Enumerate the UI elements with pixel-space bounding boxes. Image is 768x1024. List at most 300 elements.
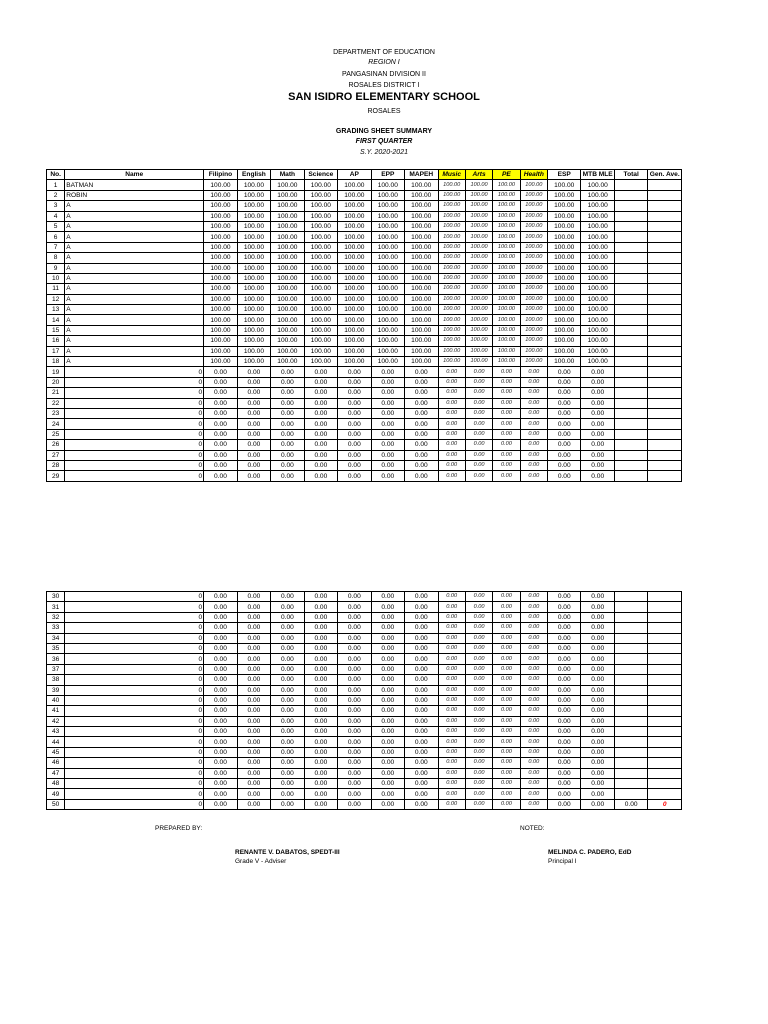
grade-cell: 0.00 xyxy=(304,440,337,450)
grade-cell: 100.00 xyxy=(581,357,614,367)
grade-cell: 0.00 xyxy=(581,398,614,408)
grade-cell: 100.00 xyxy=(438,325,465,335)
grade-cell: 0.00 xyxy=(438,643,465,653)
grade-cell: 100.00 xyxy=(271,346,304,356)
grade-cell: 0.00 xyxy=(405,602,438,612)
gen-ave-cell xyxy=(648,592,682,602)
grade-cell: 100.00 xyxy=(304,284,337,294)
table-row xyxy=(47,471,682,481)
grade-cell: 0.00 xyxy=(304,388,337,398)
row-number: 24 xyxy=(47,419,65,429)
grade-cell: 0.00 xyxy=(465,727,492,737)
grade-cell: 100.00 xyxy=(304,263,337,273)
grade-cell: 0.00 xyxy=(371,685,404,695)
grades-table-bottom xyxy=(46,591,682,810)
grade-cell: 0.00 xyxy=(405,460,438,470)
grade-cell: 0.00 xyxy=(338,737,371,747)
grade-cell: 0.00 xyxy=(465,643,492,653)
grade-cell: 100.00 xyxy=(548,346,581,356)
grade-cell: 100.00 xyxy=(237,253,270,263)
gen-ave-cell xyxy=(648,180,682,190)
grade-cell: 100.00 xyxy=(520,201,547,211)
grade-cell: 0.00 xyxy=(548,602,581,612)
grade-cell: 100.00 xyxy=(548,357,581,367)
grade-cell: 0.00 xyxy=(405,398,438,408)
table-row xyxy=(47,336,682,346)
total-cell xyxy=(614,727,647,737)
grade-cell: 0.00 xyxy=(371,419,404,429)
grade-cell: 100.00 xyxy=(204,315,237,325)
grade-cell: 0.00 xyxy=(304,612,337,622)
grade-cell: 0.00 xyxy=(338,789,371,799)
row-number: 38 xyxy=(47,675,65,685)
grade-cell: 0.00 xyxy=(237,388,270,398)
grade-cell: 0.00 xyxy=(204,460,237,470)
grade-cell: 0.00 xyxy=(371,602,404,612)
grade-cell: 0.00 xyxy=(438,664,465,674)
student-name: A xyxy=(65,221,204,231)
grade-cell: 0.00 xyxy=(581,768,614,778)
grade-cell: 0.00 xyxy=(493,408,520,418)
total-cell xyxy=(614,221,647,231)
table-row xyxy=(47,377,682,387)
grade-cell: 0.00 xyxy=(520,737,547,747)
grade-cell: 0.00 xyxy=(338,799,371,809)
grade-cell: 0.00 xyxy=(520,799,547,809)
grade-cell: 100.00 xyxy=(237,190,270,200)
grade-cell: 0.00 xyxy=(581,471,614,481)
grade-cell: 0.00 xyxy=(304,643,337,653)
grade-cell: 0.00 xyxy=(204,706,237,716)
grade-cell: 0.00 xyxy=(581,789,614,799)
grade-cell: 100.00 xyxy=(237,294,270,304)
student-name: 0 xyxy=(65,789,204,799)
grade-cell: 0.00 xyxy=(237,440,270,450)
student-name: 0 xyxy=(65,377,204,387)
gen-ave-cell xyxy=(648,325,682,335)
total-cell xyxy=(614,336,647,346)
grade-cell: 0.00 xyxy=(548,643,581,653)
col-header: Math xyxy=(271,170,304,180)
grade-cell: 0.00 xyxy=(405,388,438,398)
grade-cell: 100.00 xyxy=(237,315,270,325)
grade-cell: 0.00 xyxy=(304,799,337,809)
table-row xyxy=(47,242,682,252)
grade-cell: 0.00 xyxy=(304,747,337,757)
row-number: 13 xyxy=(47,305,65,315)
student-name: 0 xyxy=(65,471,204,481)
grade-cell: 0.00 xyxy=(493,377,520,387)
grade-cell: 100.00 xyxy=(371,180,404,190)
header-row xyxy=(47,170,682,180)
student-name: 0 xyxy=(65,747,204,757)
grade-cell: 0.00 xyxy=(338,727,371,737)
grade-cell: 0.00 xyxy=(465,471,492,481)
grade-cell: 0.00 xyxy=(548,695,581,705)
grade-cell: 0.00 xyxy=(548,460,581,470)
grade-cell: 0.00 xyxy=(548,623,581,633)
grade-cell: 0.00 xyxy=(520,623,547,633)
grade-cell: 0.00 xyxy=(405,612,438,622)
table-row xyxy=(47,789,682,799)
grade-cell: 0.00 xyxy=(371,727,404,737)
grade-cell: 100.00 xyxy=(520,315,547,325)
grade-cell: 0.00 xyxy=(304,664,337,674)
gen-ave-cell xyxy=(648,429,682,439)
grade-cell: 100.00 xyxy=(271,211,304,221)
gen-ave-cell xyxy=(648,450,682,460)
gen-ave-cell xyxy=(648,211,682,221)
grade-cell: 100.00 xyxy=(304,211,337,221)
district-title: ROSALES DISTRICT I xyxy=(348,82,420,89)
grade-cell: 100.00 xyxy=(548,190,581,200)
grade-cell: 0.00 xyxy=(581,450,614,460)
grade-cell: 0.00 xyxy=(204,419,237,429)
grade-cell: 0.00 xyxy=(548,779,581,789)
gen-ave-cell xyxy=(648,602,682,612)
table-row xyxy=(47,325,682,335)
grade-cell: 0.00 xyxy=(465,592,492,602)
grade-cell: 0.00 xyxy=(204,440,237,450)
grade-cell: 0.00 xyxy=(548,789,581,799)
grade-cell: 0.00 xyxy=(304,716,337,726)
table-row xyxy=(47,429,682,439)
total-cell xyxy=(614,232,647,242)
total-cell xyxy=(614,440,647,450)
grade-cell: 100.00 xyxy=(465,315,492,325)
gen-ave-cell xyxy=(648,253,682,263)
total-cell xyxy=(614,737,647,747)
student-name: A xyxy=(65,284,204,294)
grade-cell: 0.00 xyxy=(520,471,547,481)
grade-cell: 0.00 xyxy=(581,388,614,398)
principal-name: MELINDA C. PADERO, EdD xyxy=(548,849,632,856)
gen-ave-cell xyxy=(648,242,682,252)
grade-cell: 0.00 xyxy=(338,768,371,778)
row-number: 20 xyxy=(47,377,65,387)
student-name: A xyxy=(65,232,204,242)
grade-cell: 100.00 xyxy=(271,201,304,211)
total-cell xyxy=(614,263,647,273)
grade-cell: 0.00 xyxy=(371,758,404,768)
student-name: A xyxy=(65,211,204,221)
student-name: A xyxy=(65,242,204,252)
grade-cell: 0.00 xyxy=(271,460,304,470)
grade-cell: 100.00 xyxy=(548,325,581,335)
grade-cell: 100.00 xyxy=(493,336,520,346)
grade-cell: 0.00 xyxy=(338,398,371,408)
grade-cell: 0.00 xyxy=(438,408,465,418)
grade-cell: 0.00 xyxy=(271,779,304,789)
grade-cell: 0.00 xyxy=(438,602,465,612)
grade-cell: 100.00 xyxy=(438,284,465,294)
grade-cell: 0.00 xyxy=(204,779,237,789)
gen-ave-cell xyxy=(648,789,682,799)
grade-cell: 100.00 xyxy=(548,336,581,346)
region-title: REGION I xyxy=(368,59,400,66)
grade-cell: 100.00 xyxy=(204,242,237,252)
student-name: 0 xyxy=(65,440,204,450)
grade-cell: 0.00 xyxy=(438,737,465,747)
grade-cell: 0.00 xyxy=(520,429,547,439)
grade-cell: 0.00 xyxy=(204,654,237,664)
grade-cell: 100.00 xyxy=(304,190,337,200)
grade-cell: 100.00 xyxy=(581,315,614,325)
grade-cell: 0.00 xyxy=(204,664,237,674)
table-row xyxy=(47,367,682,377)
student-name: A xyxy=(65,346,204,356)
grade-cell: 0.00 xyxy=(338,377,371,387)
table-row xyxy=(47,779,682,789)
grade-cell: 0.00 xyxy=(237,779,270,789)
grade-cell: 0.00 xyxy=(237,460,270,470)
table-row xyxy=(47,758,682,768)
grade-cell: 0.00 xyxy=(237,377,270,387)
gen-ave-cell xyxy=(648,460,682,470)
grade-cell: 100.00 xyxy=(237,357,270,367)
grade-cell: 0.00 xyxy=(338,440,371,450)
total-cell xyxy=(614,612,647,622)
grade-cell: 0.00 xyxy=(493,633,520,643)
col-header: EPP xyxy=(371,170,404,180)
grade-cell: 0.00 xyxy=(371,429,404,439)
col-header: AP xyxy=(338,170,371,180)
student-name: A xyxy=(65,357,204,367)
total-cell xyxy=(614,377,647,387)
grade-cell: 0.00 xyxy=(304,758,337,768)
grade-cell: 100.00 xyxy=(371,305,404,315)
total-cell xyxy=(614,273,647,283)
grade-cell: 0.00 xyxy=(371,737,404,747)
grade-cell: 0.00 xyxy=(493,654,520,664)
grade-cell: 100.00 xyxy=(338,284,371,294)
grade-cell: 0.00 xyxy=(438,706,465,716)
table-row xyxy=(47,201,682,211)
grade-cell: 0.00 xyxy=(520,460,547,470)
grade-cell: 100.00 xyxy=(304,253,337,263)
row-number: 23 xyxy=(47,408,65,418)
grade-cell: 0.00 xyxy=(493,758,520,768)
grade-cell: 0.00 xyxy=(581,408,614,418)
grade-cell: 100.00 xyxy=(204,284,237,294)
grade-cell: 0.00 xyxy=(271,789,304,799)
grade-cell: 0.00 xyxy=(493,388,520,398)
grade-cell: 0.00 xyxy=(405,377,438,387)
grade-cell: 0.00 xyxy=(271,367,304,377)
grade-cell: 0.00 xyxy=(438,388,465,398)
grade-cell: 100.00 xyxy=(493,180,520,190)
grade-cell: 0.00 xyxy=(493,779,520,789)
grade-cell: 0.00 xyxy=(304,602,337,612)
grade-cell: 0.00 xyxy=(438,727,465,737)
grade-cell: 0.00 xyxy=(581,758,614,768)
grade-cell: 0.00 xyxy=(520,768,547,778)
grade-cell: 100.00 xyxy=(204,232,237,242)
grade-cell: 0.00 xyxy=(204,768,237,778)
grade-cell: 100.00 xyxy=(237,180,270,190)
total-cell xyxy=(614,201,647,211)
grade-cell: 100.00 xyxy=(237,211,270,221)
grade-cell: 0.00 xyxy=(465,429,492,439)
grade-cell: 100.00 xyxy=(548,201,581,211)
student-name: A xyxy=(65,263,204,273)
grade-cell: 100.00 xyxy=(338,273,371,283)
row-number: 39 xyxy=(47,685,65,695)
grade-cell: 0.00 xyxy=(438,398,465,408)
grade-cell: 0.00 xyxy=(405,747,438,757)
grade-cell: 100.00 xyxy=(581,190,614,200)
grade-cell: 0.00 xyxy=(493,799,520,809)
grade-cell: 0.00 xyxy=(304,768,337,778)
grade-cell: 0.00 xyxy=(405,706,438,716)
grade-cell: 100.00 xyxy=(465,294,492,304)
grade-cell: 100.00 xyxy=(237,305,270,315)
row-number: 48 xyxy=(47,779,65,789)
gen-ave-cell xyxy=(648,758,682,768)
table-row xyxy=(47,232,682,242)
grade-cell: 100.00 xyxy=(493,201,520,211)
grade-cell: 100.00 xyxy=(271,221,304,231)
total-cell: 0.00 xyxy=(614,799,647,809)
grade-cell: 100.00 xyxy=(371,221,404,231)
grade-cell: 0.00 xyxy=(371,716,404,726)
table-row xyxy=(47,602,682,612)
table-row xyxy=(47,357,682,367)
grade-cell: 0.00 xyxy=(581,367,614,377)
grade-cell: 0.00 xyxy=(204,592,237,602)
gen-ave-cell xyxy=(648,695,682,705)
grade-cell: 0.00 xyxy=(338,612,371,622)
row-number: 17 xyxy=(47,346,65,356)
gen-ave-cell xyxy=(648,643,682,653)
grade-cell: 0.00 xyxy=(371,440,404,450)
grade-cell: 0.00 xyxy=(438,685,465,695)
grade-cell: 0.00 xyxy=(581,592,614,602)
student-name: 0 xyxy=(65,460,204,470)
prepared-by-label: PREPARED BY: xyxy=(155,825,203,832)
grade-cell: 0.00 xyxy=(581,623,614,633)
row-number: 36 xyxy=(47,654,65,664)
grade-cell: 0.00 xyxy=(520,706,547,716)
row-number: 10 xyxy=(47,273,65,283)
grade-cell: 100.00 xyxy=(493,253,520,263)
student-name: 0 xyxy=(65,654,204,664)
grade-cell: 0.00 xyxy=(520,612,547,622)
grade-cell: 0.00 xyxy=(405,695,438,705)
grade-cell: 0.00 xyxy=(548,633,581,643)
grade-cell: 0.00 xyxy=(520,675,547,685)
grade-cell: 0.00 xyxy=(371,377,404,387)
grade-cell: 0.00 xyxy=(548,685,581,695)
grade-cell: 100.00 xyxy=(520,242,547,252)
total-cell xyxy=(614,450,647,460)
grade-cell: 100.00 xyxy=(304,232,337,242)
grade-cell: 0.00 xyxy=(237,716,270,726)
grade-cell: 100.00 xyxy=(405,325,438,335)
grade-cell: 0.00 xyxy=(204,727,237,737)
grade-cell: 100.00 xyxy=(548,263,581,273)
student-name: 0 xyxy=(65,602,204,612)
student-name: 0 xyxy=(65,419,204,429)
row-number: 37 xyxy=(47,664,65,674)
grade-cell: 0.00 xyxy=(204,633,237,643)
grade-cell: 0.00 xyxy=(465,460,492,470)
table-row xyxy=(47,706,682,716)
grade-cell: 100.00 xyxy=(237,242,270,252)
grade-cell: 0.00 xyxy=(520,758,547,768)
gen-ave-cell: 0 xyxy=(648,799,682,809)
grade-cell: 0.00 xyxy=(338,429,371,439)
grade-cell: 0.00 xyxy=(581,737,614,747)
grade-cell: 100.00 xyxy=(338,232,371,242)
grade-cell: 100.00 xyxy=(520,273,547,283)
grade-cell: 100.00 xyxy=(338,315,371,325)
grade-cell: 0.00 xyxy=(548,675,581,685)
total-cell xyxy=(614,471,647,481)
grade-cell: 0.00 xyxy=(493,429,520,439)
row-number: 26 xyxy=(47,440,65,450)
grade-cell: 0.00 xyxy=(371,747,404,757)
grade-cell: 100.00 xyxy=(581,346,614,356)
total-cell xyxy=(614,643,647,653)
grade-cell: 100.00 xyxy=(304,357,337,367)
student-name: 0 xyxy=(65,612,204,622)
grade-cell: 0.00 xyxy=(237,695,270,705)
grade-cell: 100.00 xyxy=(304,294,337,304)
col-header: Gen. Ave. xyxy=(649,171,680,179)
grade-cell: 0.00 xyxy=(371,408,404,418)
gen-ave-cell xyxy=(648,388,682,398)
total-cell xyxy=(614,315,647,325)
grade-cell: 0.00 xyxy=(371,789,404,799)
student-name: 0 xyxy=(65,450,204,460)
row-number: 31 xyxy=(47,602,65,612)
grade-cell: 100.00 xyxy=(271,253,304,263)
student-name: 0 xyxy=(65,398,204,408)
grade-cell: 0.00 xyxy=(271,450,304,460)
grade-cell: 100.00 xyxy=(405,357,438,367)
student-name: 0 xyxy=(65,706,204,716)
grade-cell: 100.00 xyxy=(548,284,581,294)
table-row xyxy=(47,716,682,726)
student-name: 0 xyxy=(65,779,204,789)
grade-cell: 0.00 xyxy=(520,377,547,387)
grade-cell: 0.00 xyxy=(304,695,337,705)
grade-cell: 0.00 xyxy=(465,602,492,612)
grade-cell: 0.00 xyxy=(204,747,237,757)
grade-cell: 100.00 xyxy=(405,284,438,294)
grade-cell: 100.00 xyxy=(581,325,614,335)
grade-cell: 0.00 xyxy=(271,768,304,778)
grade-cell: 100.00 xyxy=(438,232,465,242)
table-row xyxy=(47,180,682,190)
grade-cell: 100.00 xyxy=(204,263,237,273)
grade-cell: 0.00 xyxy=(438,654,465,664)
grade-cell: 100.00 xyxy=(438,336,465,346)
student-name: 0 xyxy=(65,664,204,674)
table-row xyxy=(47,675,682,685)
grade-cell: 0.00 xyxy=(204,408,237,418)
grade-cell: 100.00 xyxy=(304,242,337,252)
table-row xyxy=(47,768,682,778)
table-row xyxy=(47,633,682,643)
student-name: 0 xyxy=(65,643,204,653)
table-row xyxy=(47,654,682,664)
grade-cell: 100.00 xyxy=(493,221,520,231)
student-name: A xyxy=(65,201,204,211)
gen-ave-cell xyxy=(648,294,682,304)
grade-cell: 0.00 xyxy=(520,654,547,664)
